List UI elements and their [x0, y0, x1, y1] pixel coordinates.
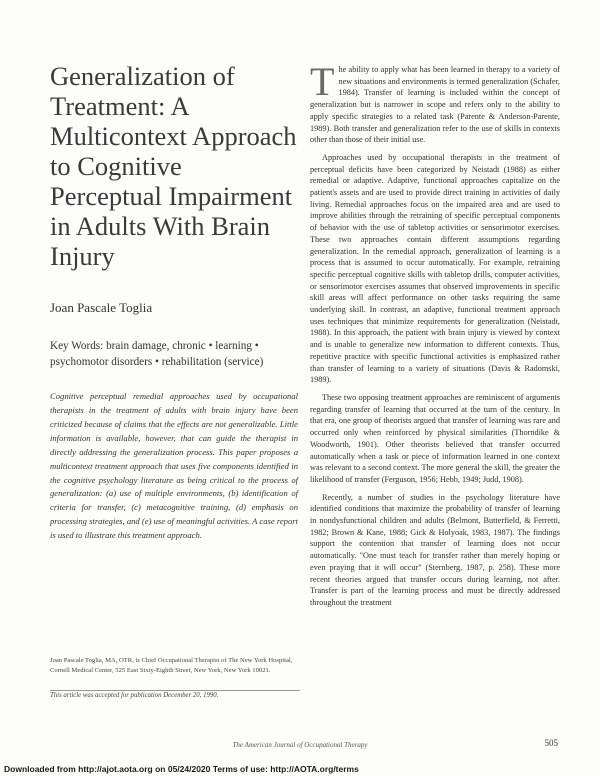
footnote-divider — [50, 690, 300, 691]
body-paragraph-2: Approaches used by occupational therapists in the treatment of perceptual deficits have been categorized by Neistadt (1988) as either remedial or adaptive. Adaptive, functional approaches capitalize on the patient's assets and are used to provide direct training in activities of daily living. Remedial approaches focus on the impaired area and are used to improve abilities through the retraining of specific perceptual components of behavior with the use of tabletop activities or sensorimotor exercises. These two approaches contain different assumptions regarding generalization. In the remedial approach, generalization of learning is a process that is assumed to occur automatically. For example, retraining specific perceptual cognitive skills with tabletop drills, computer activities, or sensorimotor exercises assumes that observed improvements in specific skill areas will affect performance on other tasks requiring the same underlying skill. In contrast, an adaptive, functional treatment approach uses techniques that minimize requirements for generalization (Neistadt, 1988). In this approach, the patient with brain injury is viewed by context and is unable to generalize new information to different contexts. Thus, repetitive practice with specific functional activities is emphasized rather than transfer of learning to a variety of situations (Davis & Radomski, 1989). — [310, 152, 560, 385]
drop-cap: T — [310, 59, 335, 104]
body-paragraph-1-text: he ability to apply what has been learned in therapy to a variety of new situations and environments is termed generalization (Schafer, 1984). Transfer of learning is included within the concept of generalization but is narrower in scope and refers only to the ability to apply specific strategies to a related task (Parente & Anderson-Parente, 1989). Both transfer and generalization refer to the use of skills in contexts other than those of their initial use. — [310, 65, 560, 145]
acceptance-note: This article was accepted for publication December 20, 1990. — [50, 692, 219, 699]
page-number: 505 — [544, 738, 558, 748]
left-column — [50, 62, 298, 543]
body-paragraph-1 — [310, 59, 560, 146]
article-title: Generalization of Treatment: A Multicontext Approach to Cognitive Perceptual Impairment in Adults With Brain Injury — [50, 61, 297, 271]
download-notice: Downloaded from http://ajot.aota.org on 05/24/2020 Terms of use: http://AOTA.org/terms — [4, 764, 359, 774]
author-affiliation-footnote: Joan Pascale Toglia, MA, OTR, is Chief Occupational Therapist of The New York Hospital, Cornell Medical Center, 525 East Sixty-Eighth Street, New York, New York 10021. — [50, 657, 293, 675]
keywords: Key Words: brain damage, chronic • learning • psychomotor disorders • rehabilitation (service) — [50, 339, 264, 368]
body-paragraph-4: Recently, a number of studies in the psychology literature have identified conditions that maximize the probability of transfer of learning in nondysfunctional children and adults (Belmont, Butterfield, & Ferretti, 1982; Brown & Kane, 1988; Gick & Holyoak, 1983, 1987). The findings support the contention that transfer of learning does not occur automatically. "One must teach for transfer rather than merely hoping or even praying that it will occur" (Sternberg, 1987, p. 258). These more recent theories argued that transfer occurs during learning, not after. Transfer is part of the learning process and must be directly addressed throughout the treatment — [310, 492, 560, 607]
article-author: Joan Pascale Toglia — [50, 299, 153, 315]
body-paragraph-3: These two opposing treatment approaches are reminiscent of arguments regarding transfer of learning that occurred at the turn of the century. In that era, one group of theorists argued that transfer of learning was rare and occurred only when reinforced by physical similarities (Thorndike & Woodworth, 1901). Other theorists believed that transfer occurred automatically when a task or piece of information learned in one context was relevant to a second context. The more general the skill, the greater the likelihood of transfer (Ferguson, 1956; Hebb, 1949; Judd, 1908). — [310, 392, 560, 484]
body-column — [310, 59, 560, 609]
abstract: Cognitive perceptual remedial approaches used by occupational therapists in the treatment of adults with brain injury have been criticized because of claims that the effects are not generalizable. Little information is available, however, that can guide the therapist in directly addressing the generalization process. This paper proposes a multicontext treatment approach that uses five components identified in the cognitive psychology literature as being critical to the process of generalization: (a) use of multiple environments, (b) identification of criteria for transfer, (c) metacognitive training, (d) emphasis on processing strategies, and (e) use of meaningful activities. A case report is used to illustrate this treatment approach. — [50, 391, 298, 541]
journal-running-footer: The American Journal of Occupational Therapy — [232, 741, 368, 749]
